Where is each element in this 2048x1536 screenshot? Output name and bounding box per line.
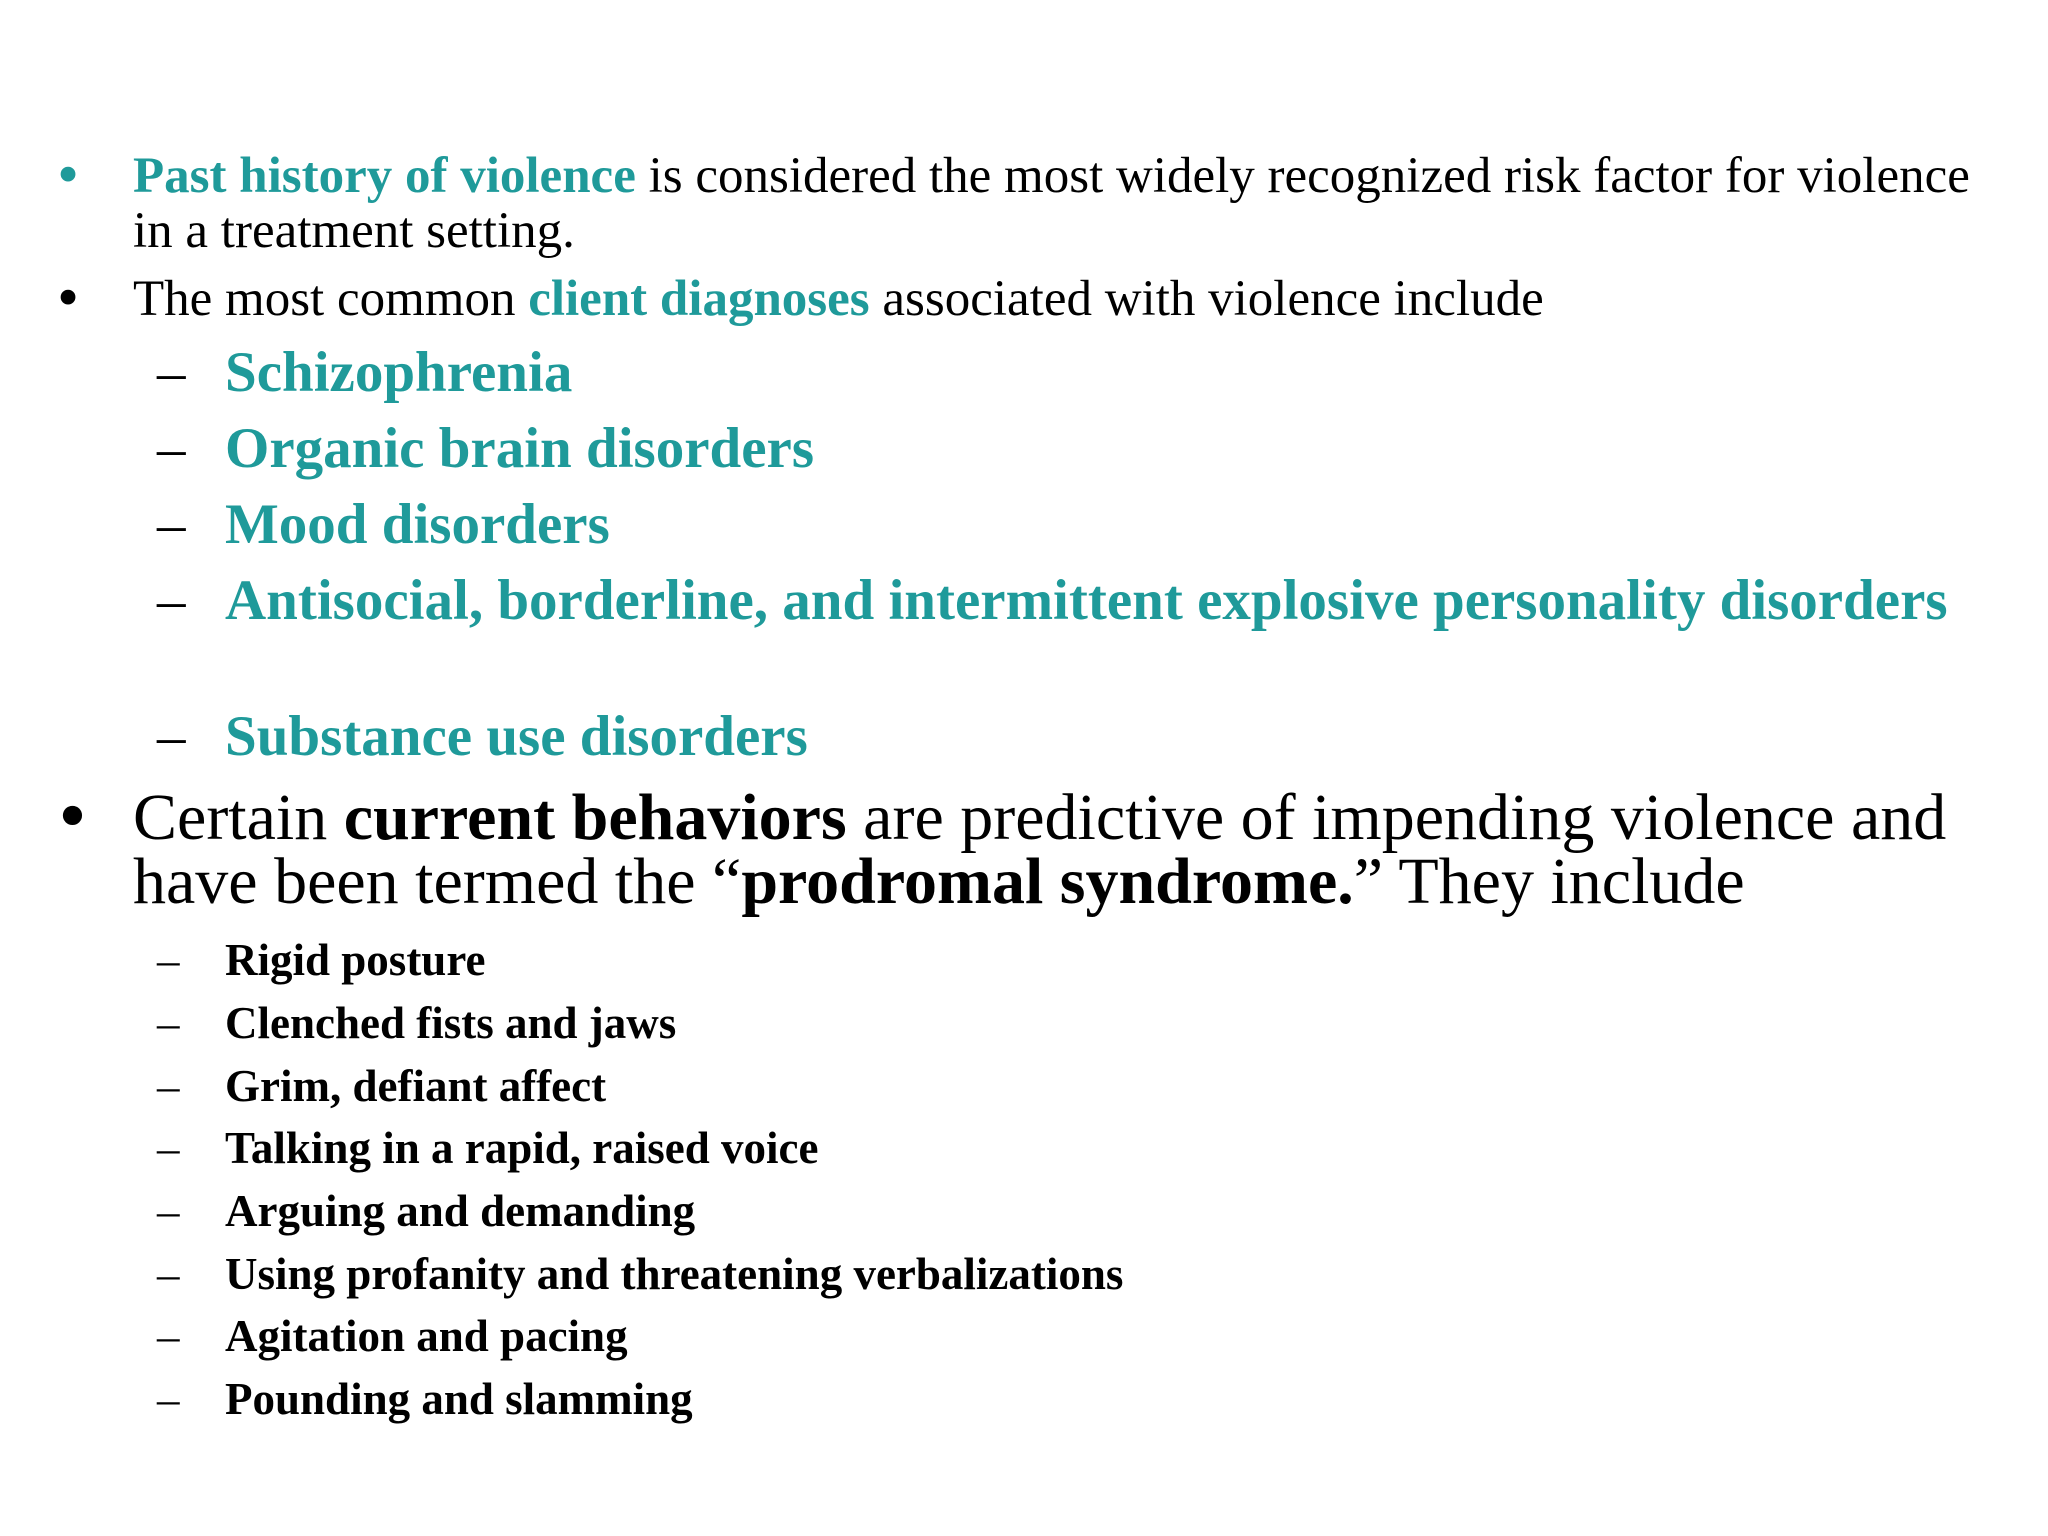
behavior-item [157, 1060, 1965, 1112]
dash-icon: – [157, 1186, 180, 1236]
bullet-dot-icon: • [53, 147, 84, 206]
behavior-item [157, 1122, 1965, 1174]
diagnosis-item [157, 341, 1965, 404]
behaviors-intro-middle: are predictive of impending violence and have been termed the “ [133, 781, 1947, 918]
bullet-dot-icon: • [53, 779, 92, 856]
behavior-label: Talking in a rapid, raised voice [225, 1123, 819, 1173]
dash-icon: – [157, 569, 186, 632]
dash-icon: – [157, 1123, 180, 1173]
dash-icon: – [157, 998, 180, 1048]
behavior-item [157, 1310, 1965, 1362]
bullet-past-history [53, 147, 1973, 259]
diagnosis-item [157, 569, 1965, 632]
bullet-current-behaviors [53, 779, 2013, 918]
dash-icon: – [157, 1374, 180, 1424]
behaviors-intro-before: Certain [133, 781, 344, 854]
behavior-label: Agitation and pacing [225, 1311, 628, 1361]
past-history-highlight: Past history of violence [133, 148, 636, 204]
behavior-item [157, 934, 1965, 986]
dash-icon: – [157, 705, 186, 768]
diagnosis-label: Schizophrenia [225, 341, 573, 404]
past-history-text: is considered the most widely recognized risk factor for violence in a treatment setting. [133, 148, 1970, 259]
dash-icon: – [157, 417, 186, 480]
diagnosis-item [157, 417, 1965, 480]
bullet-client-diagnoses [53, 270, 1973, 329]
dash-icon: – [157, 1061, 180, 1111]
behavior-item [157, 1373, 1965, 1425]
diagnosis-item [157, 493, 1965, 556]
dash-icon: – [157, 1311, 180, 1361]
behavior-item [157, 1185, 1965, 1237]
behavior-item [157, 1248, 1965, 1300]
behavior-label: Rigid posture [225, 935, 486, 985]
diagnosis-label: Substance use disorders [225, 705, 808, 768]
behavior-label: Pounding and slamming [225, 1374, 693, 1424]
behavior-label: Arguing and demanding [225, 1186, 696, 1236]
behaviors-intro-after: ” They include [1353, 845, 1745, 918]
diagnosis-label: Mood disorders [225, 493, 610, 556]
diagnoses-intro-before: The most common [133, 271, 529, 327]
behavior-label: Using profanity and threatening verbalizations [225, 1249, 1124, 1299]
current-behaviors-bold: current behaviors [343, 781, 847, 854]
diagnosis-item [157, 705, 1965, 768]
behavior-item [157, 997, 1965, 1049]
dash-icon: – [157, 935, 180, 985]
dash-icon: – [157, 493, 186, 556]
diagnoses-highlight: client diagnoses [528, 271, 870, 327]
prodromal-syndrome-bold: prodromal syndrome. [741, 845, 1354, 918]
dash-icon: – [157, 341, 186, 404]
diagnosis-label: Antisocial, borderline, and intermittent explosive personality disorders [225, 569, 1948, 632]
behavior-label: Grim, defiant affect [225, 1061, 607, 1111]
bullet-dot-icon: • [53, 270, 84, 329]
dash-icon: – [157, 1249, 180, 1299]
diagnosis-label: Organic brain disorders [225, 417, 815, 480]
behavior-label: Clenched fists and jaws [225, 998, 677, 1048]
diagnoses-intro-after: associated with violence include [869, 271, 1544, 327]
